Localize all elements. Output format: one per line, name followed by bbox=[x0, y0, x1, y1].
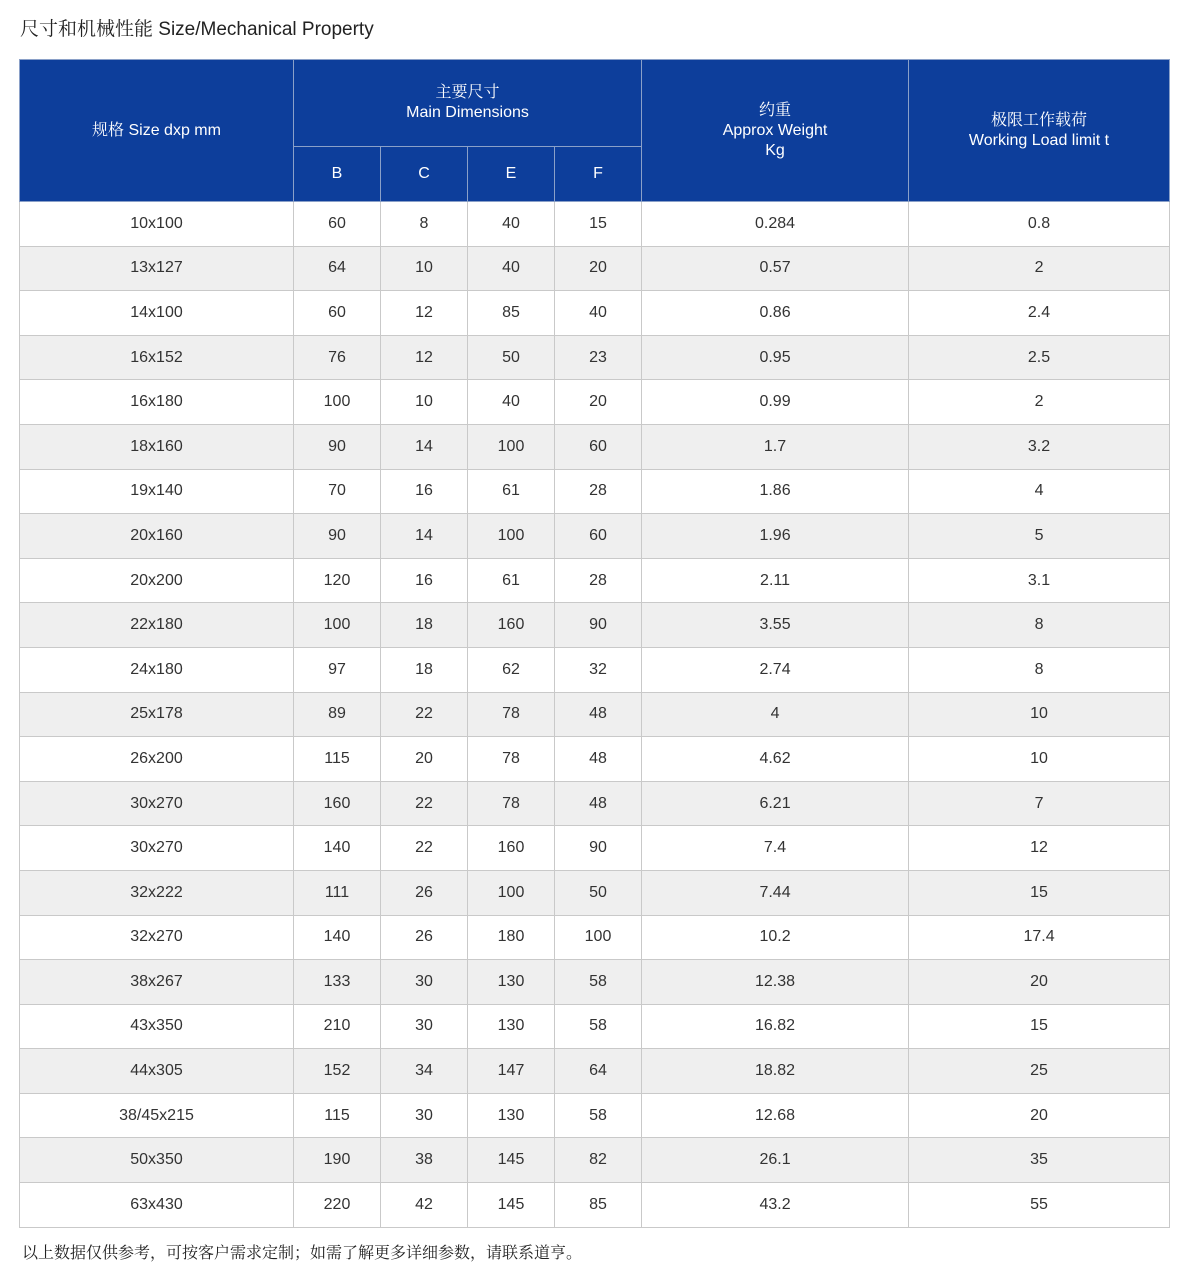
b-cell: 97 bbox=[294, 647, 381, 692]
header-main-dimensions bbox=[294, 60, 642, 147]
spec-cell: 44x305 bbox=[20, 1049, 294, 1094]
f-cell: 40 bbox=[555, 291, 642, 336]
spec-cell: 38/45x215 bbox=[20, 1093, 294, 1138]
f-cell: 32 bbox=[555, 647, 642, 692]
weight-cell: 2.11 bbox=[642, 558, 909, 603]
wll-cell: 2.5 bbox=[909, 335, 1170, 380]
weight-cell: 43.2 bbox=[642, 1183, 909, 1228]
weight-cell: 0.86 bbox=[642, 291, 909, 336]
c-cell: 30 bbox=[381, 1004, 468, 1049]
table-row bbox=[20, 1093, 1170, 1138]
f-cell: 90 bbox=[555, 826, 642, 871]
header-spec bbox=[20, 60, 294, 202]
header-main-dimensions-en: Main Dimensions bbox=[406, 104, 529, 121]
b-cell: 100 bbox=[294, 380, 381, 425]
b-cell: 70 bbox=[294, 469, 381, 514]
f-cell: 60 bbox=[555, 424, 642, 469]
header-c: C bbox=[381, 147, 468, 202]
c-cell: 30 bbox=[381, 960, 468, 1005]
spec-cell: 25x178 bbox=[20, 692, 294, 737]
c-cell: 12 bbox=[381, 335, 468, 380]
c-cell: 22 bbox=[381, 692, 468, 737]
wll-cell: 10 bbox=[909, 692, 1170, 737]
page-title: 尺寸和机械性能 Size/Mechanical Property bbox=[20, 19, 374, 40]
f-cell: 48 bbox=[555, 692, 642, 737]
b-cell: 133 bbox=[294, 960, 381, 1005]
weight-cell: 12.38 bbox=[642, 960, 909, 1005]
wll-cell: 17.4 bbox=[909, 915, 1170, 960]
header-f: F bbox=[555, 147, 642, 202]
b-cell: 90 bbox=[294, 424, 381, 469]
c-cell: 10 bbox=[381, 246, 468, 291]
weight-cell: 0.99 bbox=[642, 380, 909, 425]
f-cell: 15 bbox=[555, 202, 642, 247]
e-cell: 147 bbox=[468, 1049, 555, 1094]
c-cell: 34 bbox=[381, 1049, 468, 1094]
b-cell: 160 bbox=[294, 781, 381, 826]
e-cell: 40 bbox=[468, 202, 555, 247]
spec-cell: 38x267 bbox=[20, 960, 294, 1005]
footnote: 以上数据仅供参考，可按客户需求定制；如需了解更多详细参数，请联系道亨。 bbox=[22, 1245, 583, 1262]
spec-cell: 13x127 bbox=[20, 246, 294, 291]
header-main-dimensions-cn: 主要尺寸 bbox=[435, 84, 500, 101]
table-row bbox=[20, 246, 1170, 291]
header-weight bbox=[642, 60, 909, 202]
spec-cell: 20x200 bbox=[20, 558, 294, 603]
wll-cell: 4 bbox=[909, 469, 1170, 514]
table-row bbox=[20, 202, 1170, 247]
table-row bbox=[20, 870, 1170, 915]
c-cell: 16 bbox=[381, 558, 468, 603]
e-cell: 62 bbox=[468, 647, 555, 692]
table-row bbox=[20, 781, 1170, 826]
wll-cell: 20 bbox=[909, 1093, 1170, 1138]
f-cell: 58 bbox=[555, 1093, 642, 1138]
weight-cell: 0.57 bbox=[642, 246, 909, 291]
b-cell: 140 bbox=[294, 915, 381, 960]
c-cell: 30 bbox=[381, 1093, 468, 1138]
wll-cell: 3.2 bbox=[909, 424, 1170, 469]
e-cell: 160 bbox=[468, 826, 555, 871]
header-wll-en: Working Load limit t bbox=[968, 131, 1110, 149]
e-cell: 100 bbox=[468, 870, 555, 915]
b-cell: 220 bbox=[294, 1183, 381, 1228]
f-cell: 50 bbox=[555, 870, 642, 915]
e-cell: 61 bbox=[468, 469, 555, 514]
wll-cell: 20 bbox=[909, 960, 1170, 1005]
spec-table-body bbox=[20, 202, 1170, 1228]
wll-cell: 12 bbox=[909, 826, 1170, 871]
table-row bbox=[20, 380, 1170, 425]
weight-cell: 7.4 bbox=[642, 826, 909, 871]
e-cell: 180 bbox=[468, 915, 555, 960]
weight-cell: 18.82 bbox=[642, 1049, 909, 1094]
e-cell: 145 bbox=[468, 1183, 555, 1228]
b-cell: 100 bbox=[294, 603, 381, 648]
f-cell: 58 bbox=[555, 960, 642, 1005]
weight-cell: 3.55 bbox=[642, 603, 909, 648]
table-row bbox=[20, 603, 1170, 648]
c-cell: 38 bbox=[381, 1138, 468, 1183]
f-cell: 20 bbox=[555, 246, 642, 291]
f-cell: 85 bbox=[555, 1183, 642, 1228]
spec-cell: 19x140 bbox=[20, 469, 294, 514]
c-cell: 18 bbox=[381, 647, 468, 692]
c-cell: 26 bbox=[381, 870, 468, 915]
b-cell: 60 bbox=[294, 202, 381, 247]
wll-cell: 0.8 bbox=[909, 202, 1170, 247]
c-cell: 16 bbox=[381, 469, 468, 514]
wll-cell: 2 bbox=[909, 246, 1170, 291]
b-cell: 190 bbox=[294, 1138, 381, 1183]
table-row bbox=[20, 469, 1170, 514]
e-cell: 50 bbox=[468, 335, 555, 380]
spec-cell: 30x270 bbox=[20, 826, 294, 871]
spec-table bbox=[19, 59, 1170, 1228]
b-cell: 140 bbox=[294, 826, 381, 871]
header-e: E bbox=[468, 147, 555, 202]
wll-cell: 15 bbox=[909, 1004, 1170, 1049]
c-cell: 14 bbox=[381, 514, 468, 559]
wll-cell: 35 bbox=[909, 1138, 1170, 1183]
f-cell: 20 bbox=[555, 380, 642, 425]
e-cell: 160 bbox=[468, 603, 555, 648]
weight-cell: 0.95 bbox=[642, 335, 909, 380]
b-cell: 89 bbox=[294, 692, 381, 737]
spec-cell: 20x160 bbox=[20, 514, 294, 559]
weight-cell: 1.86 bbox=[642, 469, 909, 514]
e-cell: 40 bbox=[468, 246, 555, 291]
spec-cell: 18x160 bbox=[20, 424, 294, 469]
table-row bbox=[20, 558, 1170, 603]
weight-cell: 0.284 bbox=[642, 202, 909, 247]
table-row bbox=[20, 1049, 1170, 1094]
wll-cell: 7 bbox=[909, 781, 1170, 826]
table-row bbox=[20, 1004, 1170, 1049]
c-cell: 12 bbox=[381, 291, 468, 336]
f-cell: 60 bbox=[555, 514, 642, 559]
c-cell: 26 bbox=[381, 915, 468, 960]
header-wll bbox=[909, 60, 1170, 202]
weight-cell: 26.1 bbox=[642, 1138, 909, 1183]
table-row bbox=[20, 737, 1170, 782]
f-cell: 64 bbox=[555, 1049, 642, 1094]
wll-cell: 10 bbox=[909, 737, 1170, 782]
header-weight-cn: 约重 bbox=[759, 101, 792, 119]
e-cell: 100 bbox=[468, 514, 555, 559]
wll-cell: 3.1 bbox=[909, 558, 1170, 603]
wll-cell: 5 bbox=[909, 514, 1170, 559]
header-spec-label: 规格 Size dxp mm bbox=[92, 121, 221, 139]
c-cell: 22 bbox=[381, 826, 468, 871]
header-b: B bbox=[294, 147, 381, 202]
c-cell: 18 bbox=[381, 603, 468, 648]
spec-cell: 32x222 bbox=[20, 870, 294, 915]
spec-cell: 30x270 bbox=[20, 781, 294, 826]
c-cell: 20 bbox=[381, 737, 468, 782]
c-cell: 22 bbox=[381, 781, 468, 826]
f-cell: 90 bbox=[555, 603, 642, 648]
table-row bbox=[20, 424, 1170, 469]
b-cell: 115 bbox=[294, 737, 381, 782]
b-cell: 90 bbox=[294, 514, 381, 559]
spec-cell: 10x100 bbox=[20, 202, 294, 247]
wll-cell: 25 bbox=[909, 1049, 1170, 1094]
table-row bbox=[20, 960, 1170, 1005]
wll-cell: 2 bbox=[909, 380, 1170, 425]
f-cell: 48 bbox=[555, 781, 642, 826]
table-row bbox=[20, 692, 1170, 737]
b-cell: 76 bbox=[294, 335, 381, 380]
b-cell: 60 bbox=[294, 291, 381, 336]
c-cell: 10 bbox=[381, 380, 468, 425]
table-row bbox=[20, 291, 1170, 336]
table-row bbox=[20, 647, 1170, 692]
f-cell: 28 bbox=[555, 558, 642, 603]
header-wll-cn: 极限工作载荷 bbox=[991, 111, 1088, 129]
spec-cell: 32x270 bbox=[20, 915, 294, 960]
table-row bbox=[20, 915, 1170, 960]
e-cell: 100 bbox=[468, 424, 555, 469]
spec-cell: 50x350 bbox=[20, 1138, 294, 1183]
e-cell: 78 bbox=[468, 692, 555, 737]
c-cell: 42 bbox=[381, 1183, 468, 1228]
c-cell: 14 bbox=[381, 424, 468, 469]
table-row bbox=[20, 335, 1170, 380]
weight-cell: 12.68 bbox=[642, 1093, 909, 1138]
b-cell: 115 bbox=[294, 1093, 381, 1138]
table-row bbox=[20, 1138, 1170, 1183]
spec-cell: 63x430 bbox=[20, 1183, 294, 1228]
e-cell: 78 bbox=[468, 737, 555, 782]
f-cell: 82 bbox=[555, 1138, 642, 1183]
f-cell: 48 bbox=[555, 737, 642, 782]
wll-cell: 2.4 bbox=[909, 291, 1170, 336]
f-cell: 28 bbox=[555, 469, 642, 514]
b-cell: 64 bbox=[294, 246, 381, 291]
spec-cell: 16x152 bbox=[20, 335, 294, 380]
f-cell: 100 bbox=[555, 915, 642, 960]
f-cell: 23 bbox=[555, 335, 642, 380]
weight-cell: 4 bbox=[642, 692, 909, 737]
weight-cell: 4.62 bbox=[642, 737, 909, 782]
weight-cell: 1.7 bbox=[642, 424, 909, 469]
b-cell: 152 bbox=[294, 1049, 381, 1094]
wll-cell: 55 bbox=[909, 1183, 1170, 1228]
table-row bbox=[20, 514, 1170, 559]
weight-cell: 6.21 bbox=[642, 781, 909, 826]
e-cell: 145 bbox=[468, 1138, 555, 1183]
spec-cell: 14x100 bbox=[20, 291, 294, 336]
e-cell: 40 bbox=[468, 380, 555, 425]
e-cell: 85 bbox=[468, 291, 555, 336]
spec-cell: 24x180 bbox=[20, 647, 294, 692]
c-cell: 8 bbox=[381, 202, 468, 247]
weight-cell: 10.2 bbox=[642, 915, 909, 960]
e-cell: 130 bbox=[468, 1093, 555, 1138]
e-cell: 78 bbox=[468, 781, 555, 826]
b-cell: 210 bbox=[294, 1004, 381, 1049]
b-cell: 111 bbox=[294, 870, 381, 915]
spec-cell: 16x180 bbox=[20, 380, 294, 425]
table-row bbox=[20, 1183, 1170, 1228]
spec-cell: 43x350 bbox=[20, 1004, 294, 1049]
spec-cell: 22x180 bbox=[20, 603, 294, 648]
weight-cell: 16.82 bbox=[642, 1004, 909, 1049]
weight-cell: 1.96 bbox=[642, 514, 909, 559]
e-cell: 130 bbox=[468, 960, 555, 1005]
wll-cell: 8 bbox=[909, 603, 1170, 648]
header-weight-en: Approx Weight bbox=[722, 121, 828, 139]
header-weight-unit: Kg bbox=[765, 141, 785, 159]
table-row bbox=[20, 826, 1170, 871]
e-cell: 61 bbox=[468, 558, 555, 603]
weight-cell: 2.74 bbox=[642, 647, 909, 692]
weight-cell: 7.44 bbox=[642, 870, 909, 915]
b-cell: 120 bbox=[294, 558, 381, 603]
wll-cell: 8 bbox=[909, 647, 1170, 692]
f-cell: 58 bbox=[555, 1004, 642, 1049]
e-cell: 130 bbox=[468, 1004, 555, 1049]
spec-cell: 26x200 bbox=[20, 737, 294, 782]
wll-cell: 15 bbox=[909, 870, 1170, 915]
